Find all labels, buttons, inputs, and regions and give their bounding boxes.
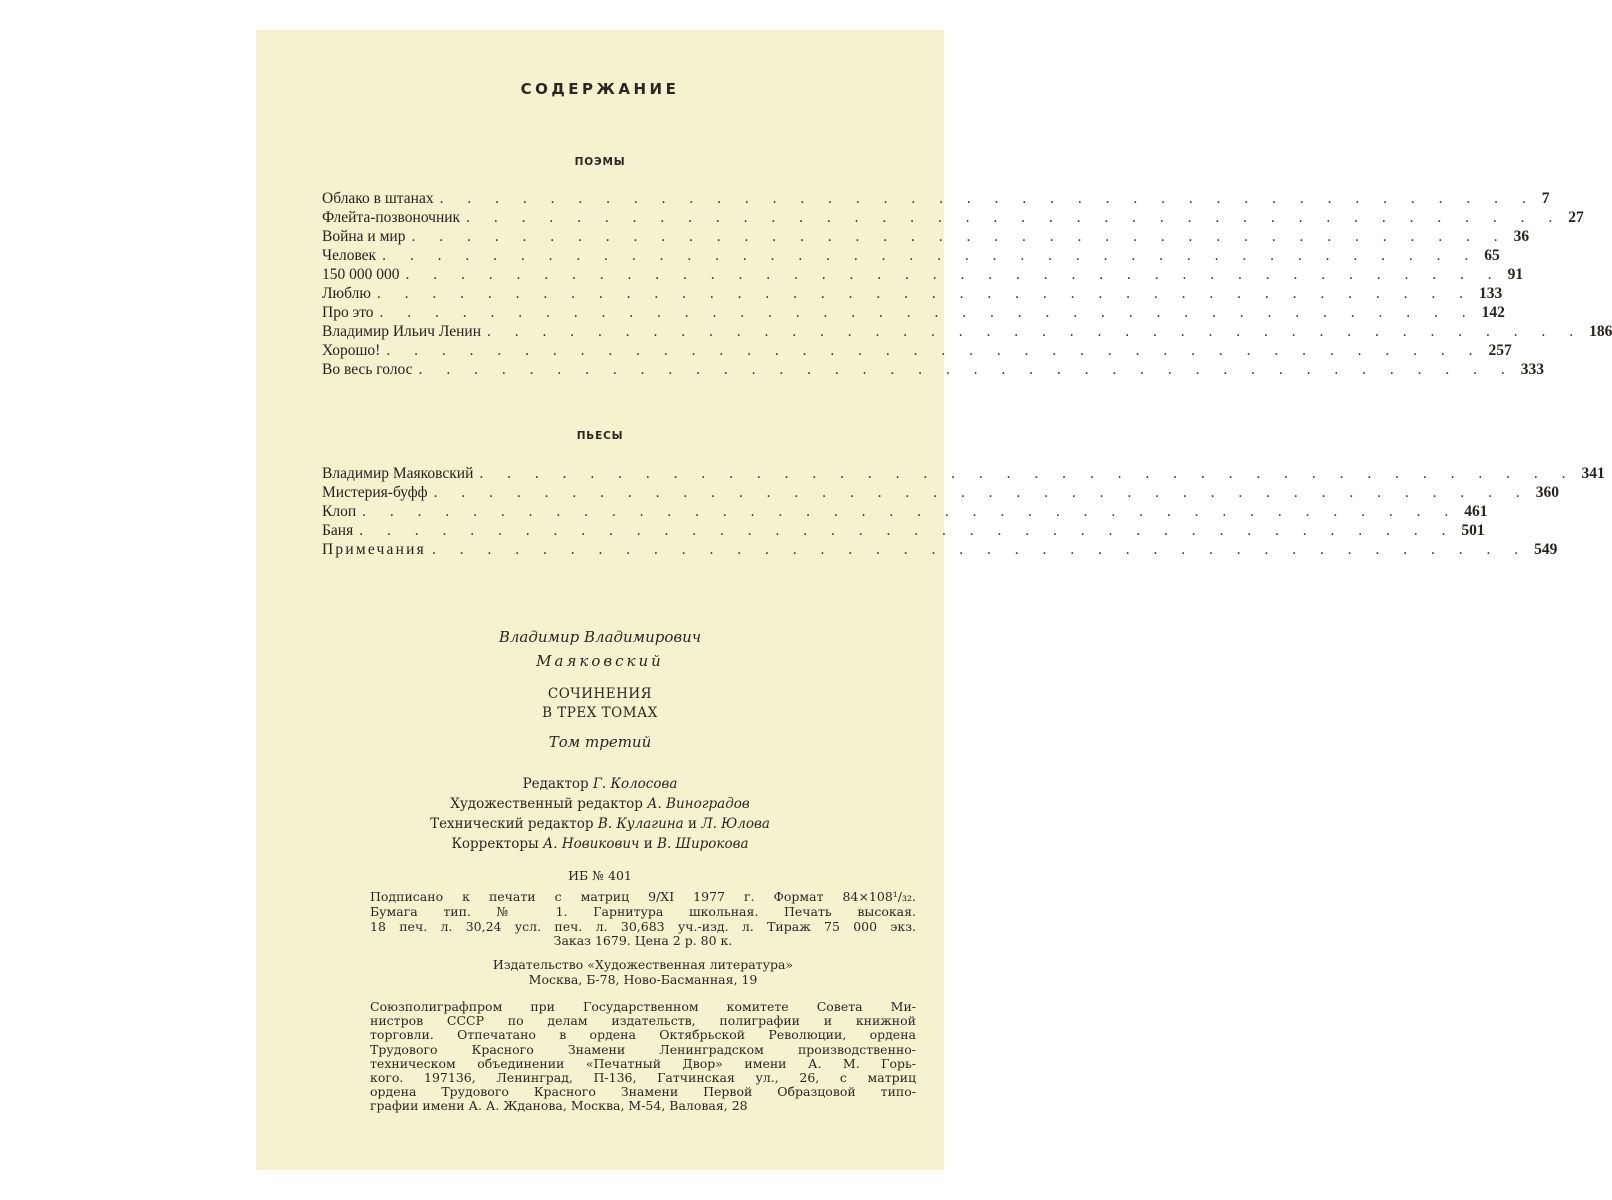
toc-item — [322, 303, 1505, 322]
toc-item-title: Флейта-позвоночник — [322, 209, 461, 226]
toc-item-page: 549 — [1534, 541, 1558, 558]
toc-item-title: Хорошо! — [322, 342, 381, 359]
print-details — [370, 890, 916, 949]
toc-item — [322, 483, 1559, 502]
toc-item — [322, 464, 1605, 483]
toc-item-title: Во весь голос — [322, 361, 413, 378]
toc-list-plays-rows — [322, 434, 1605, 559]
publisher-info — [370, 958, 916, 988]
leader-dots: . . . . . . . . . . . . . . . . . . . . . . . . . . . . . . . . . . . . . . . . — [362, 503, 1459, 520]
leader-dots: . . . . . . . . . . . . . . . . . . . . . . . . . . . . . . . . . . . . . . . . — [386, 342, 1483, 359]
toc-item-title: Клоп — [322, 503, 357, 520]
printer-detail-line: ордена Трудового Красного Знамени Первой Образцовой типо- — [370, 1084, 916, 1100]
printer-detail-line: торговли. Отпечатано в ордена Октябрьской Революции, ордена — [370, 1027, 916, 1043]
toc-item — [322, 246, 1500, 265]
toc-item-page: 133 — [1479, 285, 1503, 302]
printer-detail-line: техническом объединении «Печатный Двор» имени А. М. Горь- — [370, 1055, 916, 1071]
toc-item — [322, 521, 1485, 540]
volume-label: Том третий — [548, 733, 652, 751]
toc-item — [322, 540, 1558, 559]
publisher-line: Издательство «Художественная литература» — [492, 957, 794, 972]
printer-detail-line: нистров СССР по делам издательств, полиграфии и книжной — [370, 1013, 916, 1029]
ib-number: ИБ № 401 — [568, 868, 632, 883]
credit-person-2: В. Широкова — [657, 836, 749, 852]
leader-dots: . . . . . . . . . . . . . . . . . . . . . . . . . . . . . . . . . . . . . . . . — [359, 522, 1456, 539]
page-content — [256, 30, 1612, 1170]
toc-item — [322, 502, 1488, 521]
toc-item-title: Война и мир — [322, 228, 406, 245]
toc-item-title: Баня — [322, 522, 354, 539]
credit-proofreaders — [256, 836, 944, 852]
toc-item-page: 65 — [1484, 247, 1500, 264]
publisher-line: Москва, Б-78, Ново-Басманная, 19 — [528, 971, 758, 987]
toc-item-page: 7 — [1541, 190, 1550, 207]
toc-item — [322, 360, 1544, 379]
author-name: Владимир Владимирович — [498, 628, 702, 646]
leader-dots: . . . . . . . . . . . . . . . . . . . . . . . . . . . . . . . . . . . . . . . . — [418, 361, 1515, 378]
work-title-line-1: СОЧИНЕНИЯ — [547, 686, 653, 702]
toc-item-page: 461 — [1464, 503, 1488, 520]
credit-joiner: и — [643, 836, 653, 852]
credit-joiner: и — [688, 816, 698, 832]
work-title-line-2: В ТРЕХ ТОМАХ — [542, 705, 658, 721]
print-detail-line: Подписано к печати с матриц 9/XI 1977 г. Формат 84×108¹/₃₂. — [370, 889, 916, 904]
credit-role: Корректоры — [451, 836, 539, 852]
toc-item-title: Про это — [322, 304, 374, 321]
book-page — [256, 30, 1612, 1170]
credit-person-2: Л. Юлова — [701, 816, 770, 832]
toc-item — [322, 284, 1503, 303]
toc-item-page: 257 — [1488, 342, 1512, 359]
credit-role: Редактор — [522, 776, 589, 792]
toc-item-page: 360 — [1535, 484, 1559, 501]
toc-item-title: Владимир Маяковский — [322, 465, 474, 482]
toc-item-page: 36 — [1513, 228, 1530, 245]
toc-item-title: 150 000 000 — [322, 266, 400, 283]
leader-dots: . . . . . . . . . . . . . . . . . . . . . . . . . . . . . . . . . . . . . . . . — [379, 304, 1476, 321]
toc-item — [322, 189, 1550, 208]
toc-item-page: 186 — [1589, 323, 1612, 340]
print-detail-line: 18 печ. л. 30,24 усл. печ. л. 30,683 уч.-изд. л. Тираж 75 000 экз. — [370, 918, 916, 934]
leader-dots: . . . . . . . . . . . . . . . . . . . . . . . . . . . . . . . . . . . . . . . . — [431, 541, 1529, 558]
toc-item — [322, 265, 1524, 284]
leader-dots: . . . . . . . . . . . . . . . . . . . . . . . . . . . . . . . . . . . . . . . . — [382, 247, 1479, 264]
printer-details — [370, 1000, 916, 1114]
section-heading-poems: ПОЭМЫ — [574, 156, 626, 168]
printer-detail-line: кого. 197136, Ленинград, П-136, Гатчинская ул., 26, с матриц — [370, 1070, 916, 1086]
credit-person: А. Новикович — [543, 836, 640, 852]
toc-item-title: Мистерия-буфф — [322, 484, 428, 501]
toc-title: СОДЕРЖАНИЕ — [520, 80, 680, 98]
print-detail-line: Заказ 1679. Цена 2 р. 80 к. — [553, 933, 733, 949]
leader-dots: . . . . . . . . . . . . . . . . . . . . . . . . . . . . . . . . . . . . . . . . — [479, 465, 1576, 482]
toc-item-title: Владимир Ильич Ленин — [322, 323, 481, 340]
toc-item-title: Примечания — [322, 541, 426, 558]
leader-dots: . . . . . . . . . . . . . . . . . . . . . . . . . . . . . . . . . . . . . . . . — [466, 209, 1563, 226]
toc-item-page: 142 — [1481, 304, 1505, 321]
credit-person: Г. Колосова — [592, 776, 678, 792]
credit-role: Технический редактор — [430, 816, 594, 832]
toc-item-title: Облако в штанах — [322, 190, 434, 207]
leader-dots: . . . . . . . . . . . . . . . . . . . . . . . . . . . . . . . . . . . . . . . . — [376, 285, 1474, 302]
leader-dots: . . . . . . . . . . . . . . . . . . . . . . . . . . . . . . . . . . . . . . . . — [433, 484, 1530, 501]
toc-item-page: 341 — [1581, 465, 1605, 482]
toc-item — [322, 208, 1584, 227]
toc-item-page: 501 — [1461, 522, 1485, 539]
toc-item — [322, 227, 1530, 246]
credit-role: Художественный редактор — [450, 796, 643, 812]
credit-person: А. Виноградов — [647, 796, 750, 812]
toc-item-title: Люблю — [322, 285, 371, 302]
credit-art-editor — [256, 796, 944, 812]
credit-person: В. Кулагина — [597, 816, 684, 832]
toc-item-page: 27 — [1568, 209, 1584, 226]
credit-tech-editor — [256, 816, 944, 832]
toc-item-page: 91 — [1507, 266, 1524, 283]
leader-dots: . . . . . . . . . . . . . . . . . . . . . . . . . . . . . . . . . . . . . . . . — [487, 323, 1584, 340]
credit-editor — [256, 776, 944, 792]
print-detail-line: Бумага тип. № 1. Гарнитура школьная. Печать высокая. — [370, 903, 916, 919]
toc-item — [322, 322, 1612, 341]
printer-detail-line: Трудового Красного Знамени Ленинградском производственно- — [370, 1041, 916, 1057]
toc-item-title: Человек — [322, 247, 377, 264]
printer-detail-line: графии имени А. А. Жданова, Москва, М-54, Валовая, 28 — [370, 1098, 748, 1114]
leader-dots: . . . . . . . . . . . . . . . . . . . . . . . . . . . . . . . . . . . . . . . . — [405, 266, 1502, 283]
leader-dots: . . . . . . . . . . . . . . . . . . . . . . . . . . . . . . . . . . . . . . . . — [439, 190, 1536, 207]
author-surname: Маяковский — [536, 652, 664, 670]
toc-list-poems — [322, 189, 1612, 379]
toc-item — [322, 341, 1512, 360]
toc-item-page: 333 — [1520, 361, 1544, 378]
section-heading-plays: ПЬЕСЫ — [576, 430, 624, 442]
leader-dots: . . . . . . . . . . . . . . . . . . . . . . . . . . . . . . . . . . . . . . . . — [411, 228, 1508, 245]
printer-detail-line: Союзполиграфпром при Государственном комитете Совета Ми- — [370, 999, 916, 1014]
